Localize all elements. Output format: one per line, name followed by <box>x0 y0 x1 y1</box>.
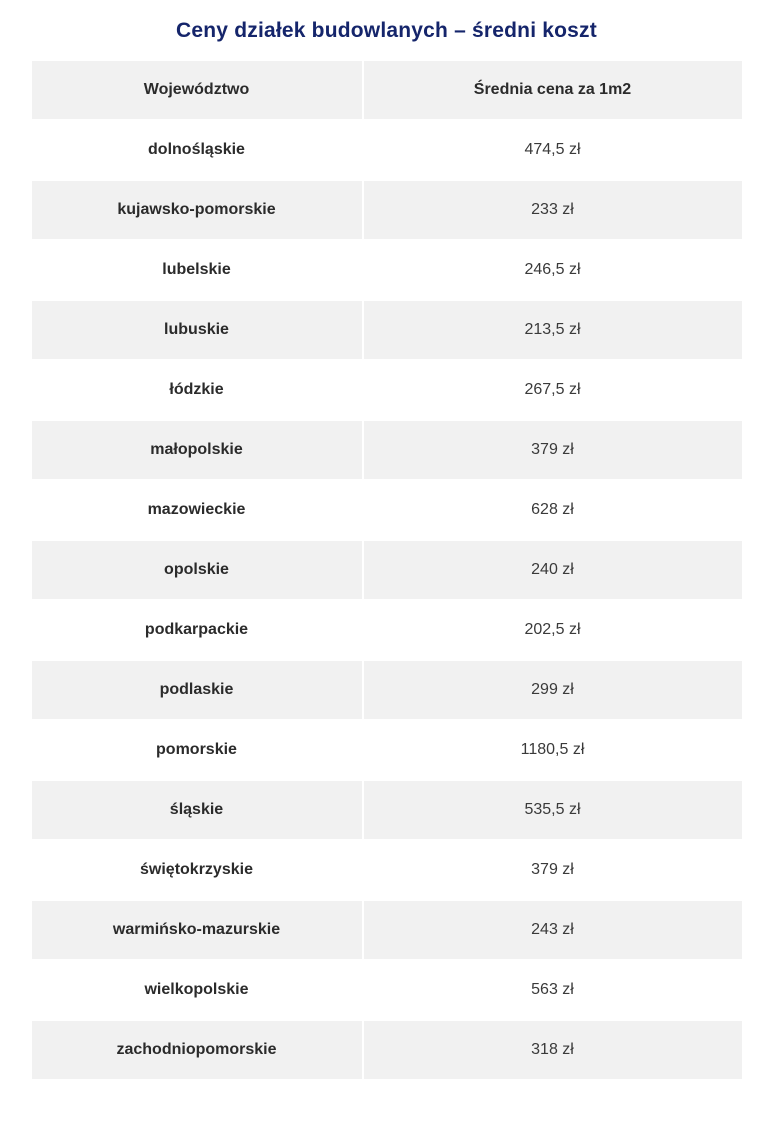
table-row <box>32 781 742 839</box>
table-row <box>32 421 742 479</box>
table-head <box>32 61 742 119</box>
table-row <box>32 841 742 899</box>
cell-region: wielkopolskie <box>32 961 362 1019</box>
table-row <box>32 121 742 179</box>
cell-price: 474,5 zł <box>364 121 742 179</box>
cell-region: kujawsko-pomorskie <box>32 181 362 239</box>
cell-price: 563 zł <box>364 961 742 1019</box>
table-body <box>32 121 742 1079</box>
table-row <box>32 661 742 719</box>
cell-region: małopolskie <box>32 421 362 479</box>
cell-price: 299 zł <box>364 661 742 719</box>
column-header-region: Województwo <box>32 61 362 119</box>
cell-region: śląskie <box>32 781 362 839</box>
cell-price: 318 zł <box>364 1021 742 1079</box>
table-header-row <box>32 61 742 119</box>
cell-price: 202,5 zł <box>364 601 742 659</box>
table-row <box>32 1021 742 1079</box>
table-row <box>32 541 742 599</box>
cell-region: mazowieckie <box>32 481 362 539</box>
cell-price: 240 zł <box>364 541 742 599</box>
page-title: Ceny działek budowlanych – średni koszt <box>176 19 597 42</box>
table-row <box>32 901 742 959</box>
cell-price: 628 zł <box>364 481 742 539</box>
cell-region: zachodniopomorskie <box>32 1021 362 1079</box>
cell-region: dolnośląskie <box>32 121 362 179</box>
cell-price: 213,5 zł <box>364 301 742 359</box>
cell-price: 267,5 zł <box>364 361 742 419</box>
cell-price: 246,5 zł <box>364 241 742 299</box>
land-price-table <box>30 59 744 1081</box>
cell-price: 379 zł <box>364 841 742 899</box>
cell-region: warmińsko-mazurskie <box>32 901 362 959</box>
table-row <box>32 361 742 419</box>
table-row <box>32 961 742 1019</box>
cell-price: 535,5 zł <box>364 781 742 839</box>
cell-price: 233 zł <box>364 181 742 239</box>
cell-region: łódzkie <box>32 361 362 419</box>
column-header-price: Średnia cena za 1m2 <box>364 61 742 119</box>
cell-price: 243 zł <box>364 901 742 959</box>
cell-price: 1180,5 zł <box>364 721 742 779</box>
cell-region: podlaskie <box>32 661 362 719</box>
cell-region: lubuskie <box>32 301 362 359</box>
cell-region: lubelskie <box>32 241 362 299</box>
table-row <box>32 721 742 779</box>
table-row <box>32 241 742 299</box>
table-row <box>32 301 742 359</box>
cell-region: świętokrzyskie <box>32 841 362 899</box>
table-row <box>32 481 742 539</box>
cell-region: pomorskie <box>32 721 362 779</box>
table-row <box>32 181 742 239</box>
cell-price: 379 zł <box>364 421 742 479</box>
cell-region: opolskie <box>32 541 362 599</box>
table-row <box>32 601 742 659</box>
cell-region: podkarpackie <box>32 601 362 659</box>
